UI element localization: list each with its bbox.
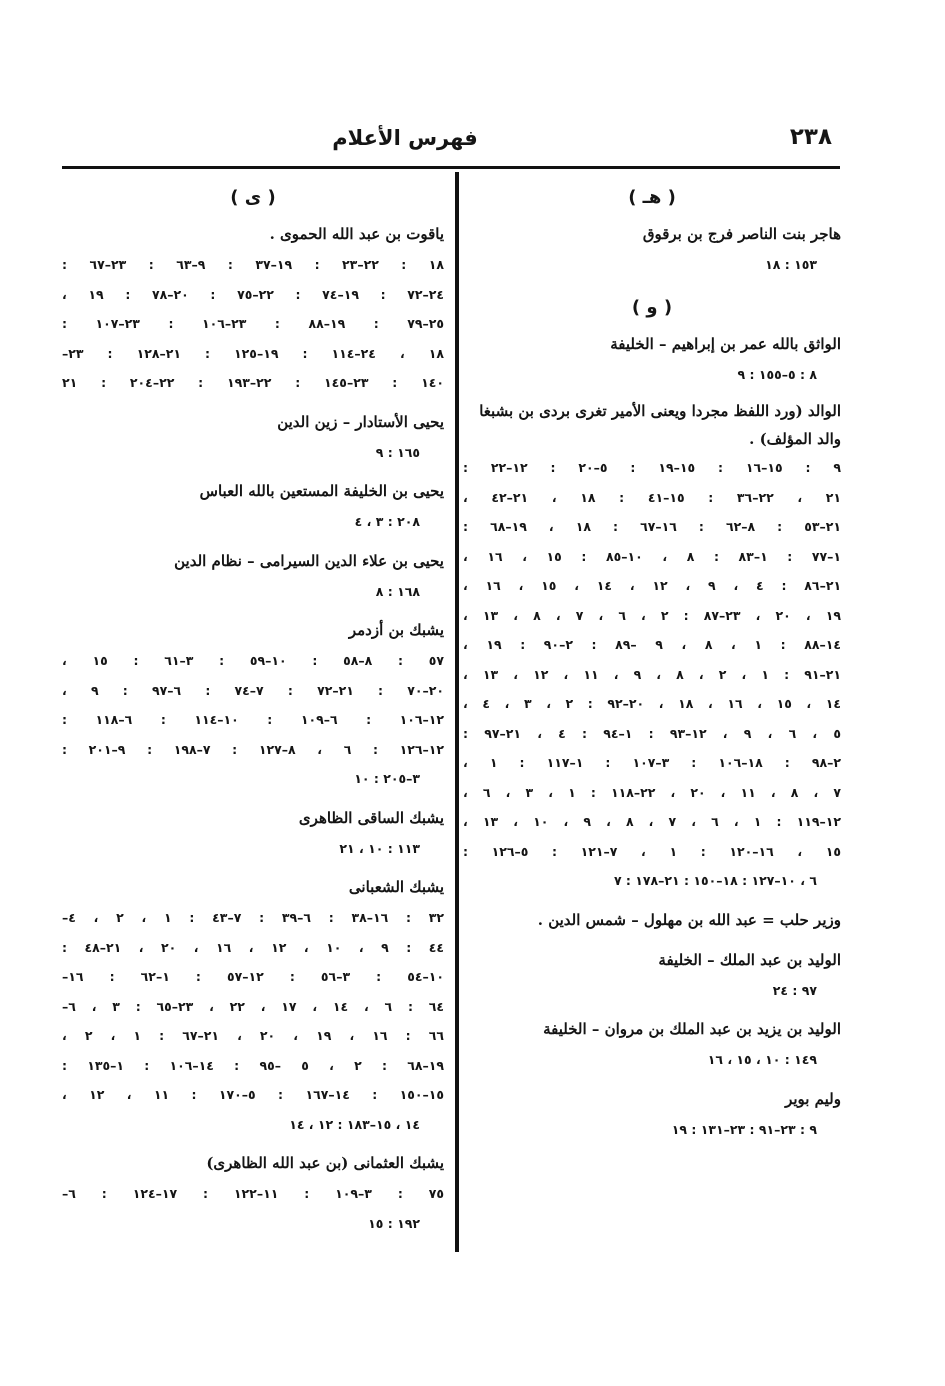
- entry-refs: ٤٤ : ٩ ، ١٠ ، ١٢ ، ١٦ ، ٢٠ ، ٢١–٤٨ :: [62, 939, 444, 955]
- index-entry: [463, 904, 841, 936]
- entry-refs: ١٢–١٢٦ : ٦ ، ٨–١٢٧ : ٧–١٩٨ : ٩–٢٠١ :: [62, 741, 445, 757]
- entry-refs: ١٨ ، ٢٤–١١٤ : ١٩–١٢٥ : ٢١–١٢٨ : ٢٣–: [62, 345, 444, 361]
- entry-refs: ١٤ ، ١٥–١٨٣ : ١٢ ، ١٤: [289, 1116, 420, 1132]
- entry-refs: ١٦٥ : ٩: [375, 444, 420, 460]
- entry-refs: ١١٣ : ١٠ ، ٢١: [339, 840, 420, 856]
- index-entry: [62, 802, 444, 864]
- index-entry: [463, 944, 841, 1006]
- entry-name: الوليد بن عبد الملك – الخليفة: [658, 950, 841, 969]
- entry-refs: ١–٧٧ : ١–٨٣ : ٨ ، ١٠–٨٥ : ١٥ ، ١٦ ،: [463, 548, 842, 564]
- entry-name: يشبك بن أزدمر: [348, 621, 444, 639]
- entry-refs: ٨ : ٥–١٥٥ : ٩: [737, 366, 817, 382]
- index-entry: [463, 328, 841, 390]
- index-entry: [62, 614, 444, 794]
- column-divider: [455, 172, 459, 1252]
- entry-refs: ١٩٢ : ١٥: [368, 1215, 420, 1231]
- right-column: [463, 178, 841, 1152]
- entry-refs: ٢١–٩١ : ١ ، ٢ ، ٨ ، ٩ ، ١١ ، ١٢ ، ١٣ ،: [463, 666, 842, 682]
- index-entry: [62, 406, 444, 468]
- left-column: [62, 178, 444, 1246]
- entry-refs: ٥ ، ٦ ، ٩ ، ١٢–٩٣ : ١–٩٤ : ٤ ، ٢١–٩٧ :: [463, 725, 842, 741]
- entry-refs: ٦٦ : ١٦ ، ١٩ ، ٢٠ ، ٢١–٦٧ : ١ ، ٢ ،: [62, 1028, 444, 1043]
- entry-name: يحيى بن الخليفة المستعين بالله العباس: [199, 482, 444, 500]
- entry-refs: ١٤٩ : ١٠ ، ١٥ ، ١٦: [707, 1052, 817, 1067]
- entry-refs: ١٢–١٠٦ : ٦–١٠٩ : ١٠–١١٤ : ٦–١١٨ :: [62, 712, 445, 727]
- entry-refs: ١٥ ، ١٦–١٢٠ : ١ ، ٧–١٢١ : ٥–١٢٦ :: [463, 843, 841, 859]
- entry-refs: ٥٧ : ٨–٥٨ : ١٠–٥٩ : ٣–٦١ : ١٥ ،: [62, 653, 445, 668]
- entry-refs: ٧ ، ٨ ، ١١ ، ٢٠ ، ٢٢–١١٨ : ١ ، ٣ ، ٦ ،: [463, 784, 842, 800]
- index-entry: [463, 218, 841, 280]
- index-entry: [62, 871, 444, 1139]
- entry-refs: ١٤–٨٨ : ١ ، ٨ ، ٩ –٨٩ : ٢–٩٠ : ١٩ ،: [463, 637, 842, 652]
- index-entry: [62, 218, 444, 398]
- entry-refs: ٩ : ١٥–١٦ : ١٥–١٩ : ٥–٢٠ : ١٢–٢٢ :: [463, 460, 842, 475]
- entry-name: يشبك الساقى الظاهرى: [298, 808, 444, 827]
- section-heading-w: ( و ): [631, 296, 673, 318]
- entry-name: يحيى الأستادار – زين الدين: [277, 412, 444, 431]
- index-entry: [62, 475, 444, 537]
- entry-refs: ٢٠٨ : ٣ ، ٤: [354, 514, 420, 529]
- entry-refs: ٢٠–٧٠ : ٢١–٧٢ : ٧–٧٤ : ٦–٩٧ : ٩ ،: [62, 682, 445, 698]
- page-title: فهرس الأعلام: [332, 126, 478, 150]
- entry-refs: ٢٤–٧٢ : ١٩–٧٤ : ٢٢–٧٥ : ٢٠–٧٨ : ١٩ ،: [62, 286, 445, 302]
- entry-refs: ١٥٣ : ١٨: [765, 257, 817, 272]
- entry-refs: ٢١ ، ٢٢–٣٦ : ١٥–٤١ : ١٨ ، ٢١–٤٢ ،: [463, 489, 842, 505]
- entry-refs: ٣٢ : ١٦–٣٨ : ٦–٣٩ : ٧–٤٣ : ١ ، ٢ ، ٤–: [62, 910, 445, 925]
- index-entry: [463, 397, 841, 896]
- entry-name: هاجر بنت الناصر فرج بن برقوق: [642, 225, 841, 243]
- entry-refs: ٢–٩٨ : ١٨–١٠٦ : ٣–١٠٧ : ١–١١٧ : ١ ،: [463, 755, 842, 770]
- entry-refs: ١٤٠ : ٢٣–١٤٥ : ٢٢–١٩٣ : ٢٢–٢٠٤ : ٢١: [62, 375, 444, 390]
- index-entry: [62, 545, 444, 607]
- entry-name: يحيى بن علاء الدين السيرامى – نظام الدين: [174, 551, 444, 570]
- entry-refs: ١٩–٦٨ : ٢ ، ٥ –٩٥ : ١٤–١٠٦ : ١–١٣٥ :: [62, 1057, 445, 1073]
- entry-name: الوليد بن يزيد بن عبد الملك بن مروان – الخليفة: [543, 1020, 841, 1038]
- page-number: ٢٣٨: [789, 124, 832, 150]
- entry-name: يشبك الشعبانى: [348, 878, 444, 896]
- entry-name: وزير حلب = عبد الله بن مهلول – شمس الدين .: [537, 910, 841, 929]
- entry-refs: ٧٥ : ٣–١٠٩ : ١١–١٢٢ : ١٧–١٢٤ : ٦–: [62, 1186, 444, 1201]
- entry-refs: ٢١–٨٦ : ٤ ، ٩ ، ١٢ ، ١٤ ، ١٥ ، ١٦ ،: [463, 578, 842, 593]
- entry-refs: ١٨ : ٢٢–٢٣ : ١٩–٣٧ : ٩–٦٣ : ٢٣–٦٧ :: [62, 257, 445, 272]
- entry-name: يشبك العثمانى (بن عبد الله الظاهرى): [206, 1154, 444, 1172]
- entry-refs: ١٦٨ : ٨: [375, 583, 420, 599]
- entry-name: ياقوت بن عبد الله الحموى .: [269, 225, 444, 243]
- index-entry: [463, 1083, 841, 1145]
- entry-refs: ٩٧ : ٢٤: [772, 982, 817, 998]
- index-entry: [463, 1013, 841, 1075]
- index-entry: [62, 1147, 444, 1238]
- entry-refs: ١٢–١١٩ : ١ ، ٦ ، ٧ ، ٨ ، ٩ ، ١٠ ، ١٣ ،: [463, 814, 842, 829]
- entry-refs: ١٠–٥٤ : ٣–٥٦ : ١٢–٥٧ : ١–٦٢ : ١٦–: [62, 969, 445, 984]
- entry-refs: ٦٤ : ٦ ، ١٤ ، ١٧ ، ٢٢ ، ٢٣–٦٥ : ٣ ، ٦–: [62, 998, 445, 1014]
- entry-name: الوالد (ورد اللفظ مجردا ويعنى الأمير تغرى بردى بن بشبغا والد المؤلف) .: [479, 402, 841, 448]
- header-rule: [62, 166, 840, 169]
- entry-refs: ١٤ ، ١٥ ، ١٦ ، ١٨ ، ٢٠–٩٢ : ٢ ، ٣ ، ٤ ،: [463, 696, 842, 711]
- section-heading-h: ( هـ ): [628, 187, 676, 208]
- entry-refs: ٢٥–٧٩ : ١٩–٨٨ : ٢٣–١٠٦ : ٢٣–١٠٧ :: [62, 316, 445, 331]
- entry-refs: ٩ : ٢٣–٩١ : ٢٣–١٣١ : ١٩: [671, 1121, 817, 1137]
- entry-refs: ١٥–١٥٠ : ١٤–١٦٧ : ٥–١٧٠ : ١١ ، ١٢ ،: [62, 1087, 444, 1102]
- entry-refs: ٢١–٥٣ : ٨–٦٢ : ١٦–٦٧ : ١٨ ، ١٩–٦٨ :: [463, 519, 842, 534]
- entry-refs: ١٩ ، ٢٠ ، ٢٣–٨٧ : ٢ ، ٦ ، ٧ ، ٨ ، ١٣ ،: [463, 607, 842, 623]
- entry-refs: ٦ ، ١٠–١٢٧ : ١٨–١٥٠ : ٢١–١٧٨ : ٧: [613, 873, 817, 888]
- entry-refs: ٣–٢٠٥ : ١٠: [354, 771, 420, 786]
- entry-name: الواثق بالله عمر بن إبراهيم – الخليفة: [610, 334, 841, 353]
- section-heading-y: ( ى ): [230, 187, 276, 208]
- entry-name: وليم بوير: [785, 1089, 841, 1108]
